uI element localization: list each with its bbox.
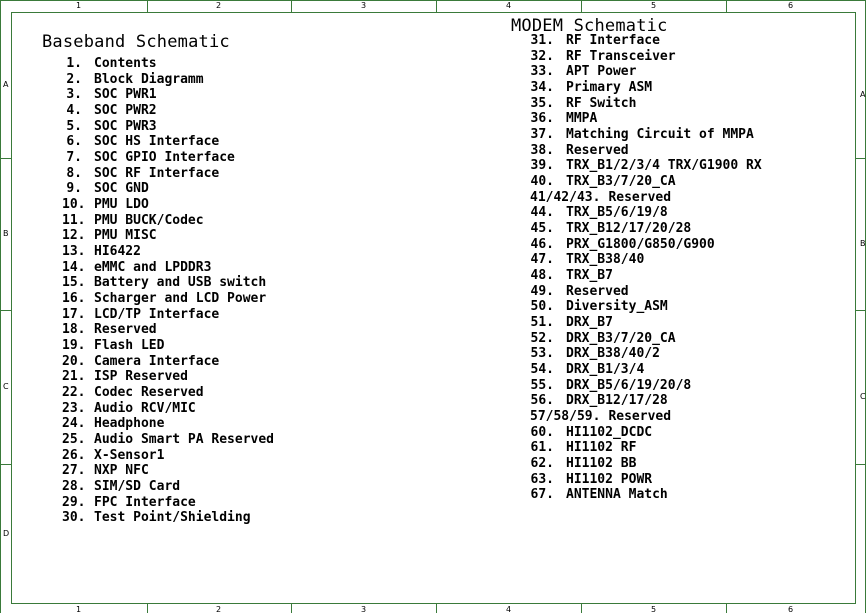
modem-contents-list bbox=[530, 33, 762, 503]
item-number: 54. bbox=[530, 362, 554, 378]
item-number: 37. bbox=[530, 127, 554, 143]
item-label: MMPA bbox=[566, 111, 598, 127]
item-number: 33. bbox=[530, 64, 554, 80]
baseband-list-item bbox=[62, 166, 274, 182]
item-number: 15. bbox=[62, 275, 86, 291]
baseband-list-item bbox=[62, 448, 274, 464]
item-number: 9. bbox=[66, 181, 82, 197]
zone-divider bbox=[291, 604, 292, 613]
baseband-list-item bbox=[62, 495, 274, 511]
baseband-contents-list bbox=[62, 56, 274, 526]
item-number: 57/58/59. bbox=[530, 409, 601, 425]
zone-number: 3 bbox=[361, 605, 367, 614]
zone-letter: C bbox=[3, 382, 9, 391]
item-label: TRX_B7 bbox=[566, 268, 613, 284]
item-label: Camera Interface bbox=[94, 353, 220, 369]
item-label: SIM/SD Card bbox=[94, 479, 181, 495]
baseband-list-item bbox=[62, 72, 274, 88]
item-number: 38. bbox=[530, 142, 554, 158]
modem-list-item bbox=[530, 299, 762, 315]
item-number: 26. bbox=[62, 447, 86, 463]
modem-list-item bbox=[530, 190, 762, 206]
item-number: 17. bbox=[62, 306, 86, 322]
baseband-list-item bbox=[62, 369, 274, 385]
baseband-list-item bbox=[62, 479, 274, 495]
item-number: 16. bbox=[62, 291, 86, 307]
baseband-list-item bbox=[62, 322, 274, 338]
baseband-list-item bbox=[62, 416, 274, 432]
item-number: 53. bbox=[530, 346, 554, 362]
item-number: 46. bbox=[530, 236, 554, 252]
modem-list-item bbox=[530, 49, 762, 65]
zone-letter: D bbox=[3, 529, 10, 538]
modem-list-item bbox=[530, 284, 762, 300]
item-label: Block Diagramm bbox=[94, 71, 204, 87]
modem-list-item bbox=[530, 409, 762, 425]
item-number: 44. bbox=[530, 205, 554, 221]
modem-list-item bbox=[530, 143, 762, 159]
zone-number: 4 bbox=[506, 605, 512, 614]
zone-divider bbox=[856, 310, 866, 311]
item-label: Reserved bbox=[608, 189, 672, 205]
item-number: 41/42/43. bbox=[530, 189, 601, 205]
modem-list-item bbox=[530, 440, 762, 456]
item-label: FPC Interface bbox=[94, 494, 196, 510]
item-number: 48. bbox=[530, 268, 554, 284]
zone-letter: A bbox=[3, 80, 9, 89]
item-label: PMU BUCK/Codec bbox=[94, 212, 204, 228]
zone-number: 1 bbox=[76, 605, 82, 614]
item-label: SOC PWR3 bbox=[94, 118, 157, 134]
item-number: 35. bbox=[530, 95, 554, 111]
item-label: X-Sensor1 bbox=[94, 447, 165, 463]
modem-title: MODEM Schematic bbox=[511, 16, 668, 36]
item-number: 27. bbox=[62, 463, 86, 479]
item-label: SOC GPIO Interface bbox=[94, 150, 235, 166]
item-number: 67. bbox=[530, 487, 554, 503]
baseband-list-item bbox=[62, 134, 274, 150]
item-number: 39. bbox=[530, 158, 554, 174]
zone-number: 2 bbox=[216, 1, 222, 10]
item-number: 8. bbox=[66, 165, 82, 181]
item-label: SOC PWR1 bbox=[94, 87, 157, 103]
baseband-list-item bbox=[62, 213, 274, 229]
item-label: SOC PWR2 bbox=[94, 103, 157, 119]
zone-divider bbox=[726, 1, 727, 12]
item-number: 47. bbox=[530, 252, 554, 268]
baseband-list-item bbox=[62, 307, 274, 323]
baseband-list-item bbox=[62, 338, 274, 354]
item-label: DRX_B5/6/19/20/8 bbox=[566, 377, 692, 393]
item-label: SOC GND bbox=[94, 181, 149, 197]
baseband-list-item bbox=[62, 354, 274, 370]
zone-divider bbox=[726, 604, 727, 613]
baseband-title: Baseband Schematic bbox=[42, 32, 230, 52]
item-number: 40. bbox=[530, 174, 554, 190]
item-label: Diversity_ASM bbox=[566, 299, 668, 315]
item-label: DRX_B12/17/28 bbox=[566, 393, 668, 409]
zone-divider bbox=[436, 1, 437, 12]
item-number: 14. bbox=[62, 259, 86, 275]
item-label: RF Interface bbox=[566, 33, 660, 48]
item-number: 19. bbox=[62, 338, 86, 354]
item-label: DRX_B1/3/4 bbox=[566, 362, 645, 378]
item-label: Battery and USB switch bbox=[94, 275, 267, 291]
item-number: 29. bbox=[62, 494, 86, 510]
zone-number: 4 bbox=[506, 1, 512, 10]
item-number: 32. bbox=[530, 48, 554, 64]
top-zone-ruler bbox=[11, 1, 856, 12]
item-number: 21. bbox=[62, 369, 86, 385]
baseband-list-item bbox=[62, 291, 274, 307]
zone-divider bbox=[581, 1, 582, 12]
item-label: Contents bbox=[94, 56, 157, 71]
item-number: 1. bbox=[66, 56, 82, 71]
item-label: Scharger and LCD Power bbox=[94, 291, 267, 307]
item-label: HI1102 POWR bbox=[566, 471, 653, 487]
item-label: ISP Reserved bbox=[94, 369, 188, 385]
item-label: RF Switch bbox=[566, 95, 637, 111]
item-label: DRX_B3/7/20_CA bbox=[566, 330, 676, 346]
modem-list-item bbox=[530, 221, 762, 237]
item-label: PMU LDO bbox=[94, 197, 149, 213]
item-number: 11. bbox=[62, 212, 86, 228]
item-number: 3. bbox=[66, 87, 82, 103]
zone-divider bbox=[0, 158, 11, 159]
modem-list-item bbox=[530, 425, 762, 441]
item-label: TRX_B12/17/20/28 bbox=[566, 221, 692, 237]
baseband-list-item bbox=[62, 119, 274, 135]
modem-list-item bbox=[530, 393, 762, 409]
item-number: 7. bbox=[66, 150, 82, 166]
modem-list-item bbox=[530, 64, 762, 80]
item-label: Test Point/Shielding bbox=[94, 510, 251, 526]
item-number: 20. bbox=[62, 353, 86, 369]
item-label: Codec Reserved bbox=[94, 385, 204, 401]
baseband-list-item bbox=[62, 260, 274, 276]
item-label: APT Power bbox=[566, 64, 637, 80]
modem-list-item bbox=[530, 315, 762, 331]
item-label: Reserved bbox=[566, 283, 629, 299]
item-number: 6. bbox=[66, 134, 82, 150]
baseband-list-item bbox=[62, 401, 274, 417]
item-number: 60. bbox=[530, 424, 554, 440]
zone-divider bbox=[856, 464, 866, 465]
item-number: 2. bbox=[66, 71, 82, 87]
item-label: Audio RCV/MIC bbox=[94, 400, 196, 416]
modem-list-item bbox=[530, 111, 762, 127]
left-zone-ruler bbox=[0, 12, 11, 604]
item-label: Flash LED bbox=[94, 338, 165, 354]
modem-list-item bbox=[530, 487, 762, 503]
item-number: 13. bbox=[62, 244, 86, 260]
item-label: eMMC and LPDDR3 bbox=[94, 259, 212, 275]
zone-letter: C bbox=[860, 392, 866, 401]
zone-number: 6 bbox=[788, 1, 794, 10]
item-number: 50. bbox=[530, 299, 554, 315]
baseband-list-item bbox=[62, 510, 274, 526]
zone-number: 2 bbox=[216, 605, 222, 614]
modem-list-item bbox=[530, 237, 762, 253]
zone-number: 1 bbox=[76, 1, 82, 10]
zone-number: 5 bbox=[651, 1, 657, 10]
modem-list-item bbox=[530, 378, 762, 394]
baseband-list-item bbox=[62, 181, 274, 197]
baseband-list-item bbox=[62, 150, 274, 166]
item-number: 4. bbox=[66, 103, 82, 119]
zone-divider bbox=[436, 604, 437, 613]
item-number: 30. bbox=[62, 510, 86, 526]
zone-number: 5 bbox=[651, 605, 657, 614]
item-number: 55. bbox=[530, 377, 554, 393]
item-label: Primary ASM bbox=[566, 80, 653, 96]
item-label: DRX_B7 bbox=[566, 315, 613, 331]
item-label: HI1102 BB bbox=[566, 456, 637, 472]
zone-divider bbox=[0, 464, 11, 465]
zone-number: 6 bbox=[788, 605, 794, 614]
modem-list-item bbox=[530, 252, 762, 268]
item-number: 18. bbox=[62, 322, 86, 338]
baseband-list-item bbox=[62, 432, 274, 448]
zone-number: 3 bbox=[361, 1, 367, 10]
item-label: SOC RF Interface bbox=[94, 165, 220, 181]
modem-list-item bbox=[530, 33, 762, 49]
item-label: TRX_B38/40 bbox=[566, 252, 645, 268]
zone-letter: B bbox=[860, 239, 866, 248]
item-number: 45. bbox=[530, 221, 554, 237]
item-label: Matching Circuit of MMPA bbox=[566, 127, 754, 143]
item-number: 23. bbox=[62, 400, 86, 416]
modem-list-item bbox=[530, 127, 762, 143]
baseband-list-item bbox=[62, 87, 274, 103]
item-number: 22. bbox=[62, 385, 86, 401]
item-label: TRX_B1/2/3/4 TRX/G1900 RX bbox=[566, 158, 762, 174]
baseband-list-item bbox=[62, 228, 274, 244]
modem-list-item bbox=[530, 331, 762, 347]
item-number: 49. bbox=[530, 283, 554, 299]
item-label: Reserved bbox=[566, 142, 629, 158]
item-label: TRX_B3/7/20_CA bbox=[566, 174, 676, 190]
modem-list-item bbox=[530, 96, 762, 112]
item-number: 52. bbox=[530, 330, 554, 346]
item-number: 28. bbox=[62, 479, 86, 495]
zone-divider bbox=[0, 310, 11, 311]
item-number: 12. bbox=[62, 228, 86, 244]
zone-divider bbox=[147, 604, 148, 613]
item-label: TRX_B5/6/19/8 bbox=[566, 205, 668, 221]
bottom-zone-ruler bbox=[11, 604, 856, 613]
item-label: PRX_G1800/G850/G900 bbox=[566, 236, 715, 252]
item-number: 34. bbox=[530, 80, 554, 96]
item-label: SOC HS Interface bbox=[94, 134, 220, 150]
baseband-list-item bbox=[62, 463, 274, 479]
baseband-list-item bbox=[62, 103, 274, 119]
modem-list-item bbox=[530, 456, 762, 472]
item-label: Audio Smart PA Reserved bbox=[94, 432, 275, 448]
item-label: LCD/TP Interface bbox=[94, 306, 220, 322]
zone-divider bbox=[581, 604, 582, 613]
item-number: 51. bbox=[530, 315, 554, 331]
modem-list-item bbox=[530, 362, 762, 378]
item-label: HI1102 RF bbox=[566, 440, 637, 456]
baseband-list-item bbox=[62, 275, 274, 291]
zone-divider bbox=[291, 1, 292, 12]
item-label: Reserved bbox=[608, 409, 672, 425]
baseband-list-item bbox=[62, 197, 274, 213]
modem-list-item bbox=[530, 268, 762, 284]
baseband-list-item bbox=[62, 244, 274, 260]
item-number: 63. bbox=[530, 471, 554, 487]
baseband-list-item bbox=[62, 385, 274, 401]
zone-letter: A bbox=[860, 90, 866, 99]
item-number: 62. bbox=[530, 456, 554, 472]
modem-list-item bbox=[530, 346, 762, 362]
item-number: 10. bbox=[62, 197, 86, 213]
item-label: HI6422 bbox=[94, 244, 141, 260]
right-zone-ruler bbox=[856, 12, 866, 604]
item-label: RF Transceiver bbox=[566, 48, 676, 64]
item-label: NXP NFC bbox=[94, 463, 149, 479]
modem-list-item bbox=[530, 158, 762, 174]
item-number: 25. bbox=[62, 432, 86, 448]
item-label: Headphone bbox=[94, 416, 165, 432]
zone-letter: B bbox=[3, 229, 9, 238]
item-number: 31. bbox=[530, 33, 554, 48]
modem-list-item bbox=[530, 80, 762, 96]
item-label: ANTENNA Match bbox=[566, 487, 668, 503]
baseband-list-item bbox=[62, 56, 274, 72]
item-number: 5. bbox=[66, 118, 82, 134]
item-label: DRX_B38/40/2 bbox=[566, 346, 660, 362]
item-number: 56. bbox=[530, 393, 554, 409]
item-label: PMU MISC bbox=[94, 228, 157, 244]
modem-list-item bbox=[530, 472, 762, 488]
modem-list-item bbox=[530, 174, 762, 190]
item-number: 24. bbox=[62, 416, 86, 432]
item-label: Reserved bbox=[94, 322, 157, 338]
item-label: HI1102_DCDC bbox=[566, 424, 653, 440]
item-number: 36. bbox=[530, 111, 554, 127]
modem-list-item bbox=[530, 205, 762, 221]
zone-divider bbox=[147, 1, 148, 12]
item-number: 61. bbox=[530, 440, 554, 456]
zone-divider bbox=[856, 158, 866, 159]
